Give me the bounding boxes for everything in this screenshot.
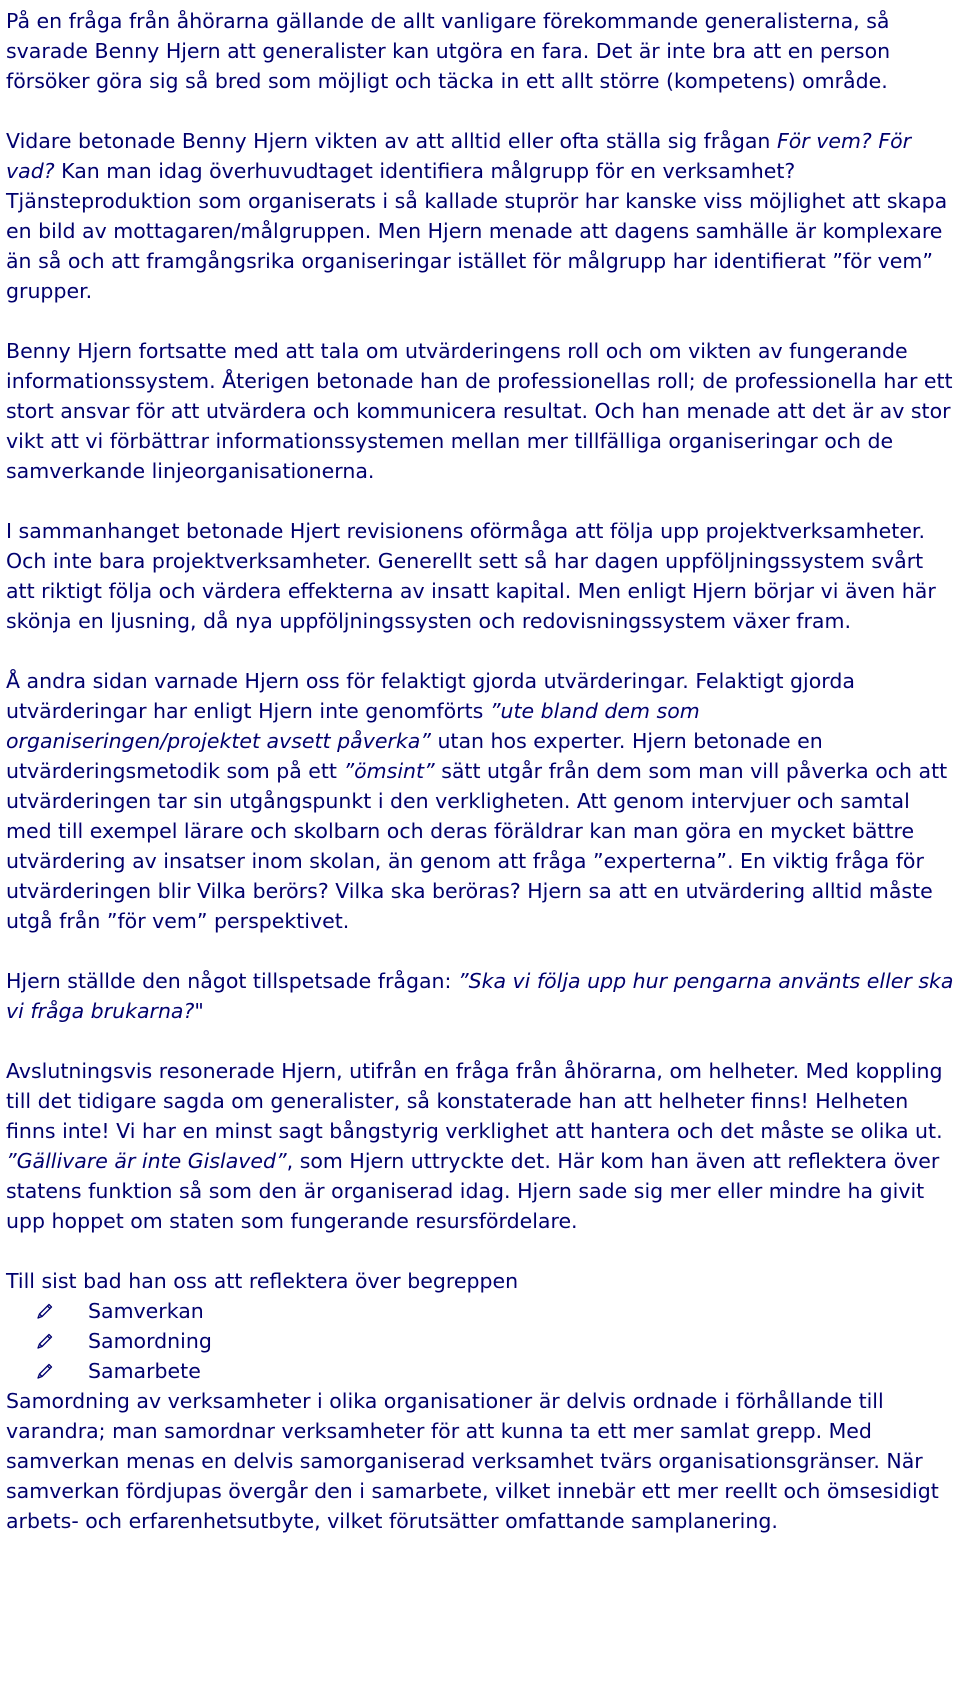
pen-icon [36,1362,54,1380]
paragraph-generalister: På en fråga från åhörarna gällande de allt vanligare förekommande generalisterna, så svarade Benny Hjern att generalister kan utgöra en fara. Det är inte bra att en person försöker göra sig så bred som möjligt och täcka in ett allt större (kompetens) område. [6,9,891,93]
paragraph-samordning: Samordning av verksamheter i olika organisationer är delvis ordnade i förhållande till varandra; man samordnar verksamheter för att kunna ta ett mer samlat grepp. Med samverkan menas en delvis samorganiserad verksamhet tvärs organisationsgränser. När samverkan fördjupas övergår den i samarbete, vilket innebär ett mer reellt och ömsesidigt arbets- och erfarenhetsutbyte, vilket förutsätter omfattande samplanering. [6,1389,939,1533]
pen-icon [36,1302,54,1320]
concept-label: Samverkan [88,1299,204,1323]
paragraph-helheter-text-c: , som Hjern uttryckte det. Här kom han även att reflektera över statens funktion så som den är organiserad idag. Hjern sade sig mer eller mindre ha givit upp hoppet om staten som fungerande resursfördelare. [6,1149,940,1233]
list-item [36,1326,954,1356]
paragraph-felaktiga-text-c: utan hos experter. Hjern betonade en utvärderingsmetodik som på ett [6,729,823,783]
paragraph-helheter-text-a: Avslutningsvis resonerade Hjern, utifrån en fråga från åhörarna, om helheter. Med koppling till det tidigare sagda om generalister, så konstaterade han att helheter finns! Helheten finns inte! Vi har en minst sagt bångstyrig verklighet att hantera och det måste se olika ut. [6,1059,943,1143]
paragraph-felaktiga-quote-1: ”ute bland dem som organiseringen/projektet avsett påverka” [6,699,700,753]
paragraph-felaktiga-utvarderingar [6,666,954,936]
list-item [36,1356,954,1386]
paragraph-felaktiga-quote-2: ”ömsint” [343,759,435,783]
concept-label: Samarbete [88,1359,201,1383]
paragraph-for-vem-text-c: Kan man idag överhuvudtaget identifiera målgrupp för en verksamhet? Tjänsteproduktion som organiserats i så kallade stuprör har kanske viss möjlighet att skapa en bild av mottagaren/målgruppen. Men Hjern menade att dagens samhälle är komplexare än så och att framgångsrika organiseringar istället för målgrupp har identifierat ”för vem” grupper. [6,159,948,303]
concepts-list [6,1296,954,1386]
paragraph-tillspetsad-quote: ”Ska vi följa upp hur pengarna använts eller ska vi fråga brukarna?" [6,969,954,1023]
paragraph-for-vem-question: För vem? För vad? [6,129,912,183]
concept-label: Samordning [88,1329,212,1353]
paragraph-utvardering: Benny Hjern fortsatte med att tala om utvärderingens roll och om vikten av fungerande informationssystem. Återigen betonade han de professionellas roll; de professionella har ett stort ansvar för att utvärdera och kommunicera resultat. Och han menade att det är av stor vikt att vi förbättrar informationssystemen mellan mer tillfälliga organiseringar och de samverkande linjeorganisationerna. [6,339,953,483]
paragraph-revision: I sammanhanget betonade Hjert revisionens oförmåga att följa upp projektverksamheter. Och inte bara projektverksamheter. Generellt sett så har dagen uppföljningssystem svårt att riktigt följa och värdera effekterna av insatt kapital. Men enligt Hjern börjar vi även här skönja en ljusning, då nya uppföljningssysten och redovisningssystem växer fram. [6,519,936,633]
paragraph-for-vem-text-a: Vidare betonade Benny Hjern vikten av att alltid eller ofta ställa sig frågan [6,129,777,153]
paragraph-tillspetsad-fraga [6,966,954,1026]
paragraph-felaktiga-text-e: sätt utgår från dem som man vill påverka och att utvärderingen tar sin utgångspunkt i den verkligheten. Att genom intervjuer och samtal med till exempel lärare och skolbarn och deras föräldrar kan man göra en mycket bättre utvärdering av insatser inom skolan, än genom att fråga ”experterna”. En viktig fråga för utvärderingen blir Vilka berörs? Vilka ska beröras? Hjern sa att en utvärdering alltid måste utgå från ”för vem” perspektivet. [6,759,948,933]
paragraph-begreppen-intro: Till sist bad han oss att reflektera över begreppen [6,1269,519,1293]
pen-icon [36,1332,54,1350]
paragraph-helheter-quote: ”Gällivare är inte Gislaved” [6,1149,287,1173]
list-item [36,1296,954,1326]
paragraph-helheter [6,1056,954,1236]
paragraph-for-vem [6,126,954,306]
paragraph-felaktiga-text-a: Å andra sidan varnade Hjern oss för felaktigt gjorda utvärderingar. Felaktigt gjorda utvärderingar har enligt Hjern inte genomförts [6,669,855,723]
paragraph-tillspetsad-text-a: Hjern ställde den något tillspetsade frågan: [6,969,458,993]
